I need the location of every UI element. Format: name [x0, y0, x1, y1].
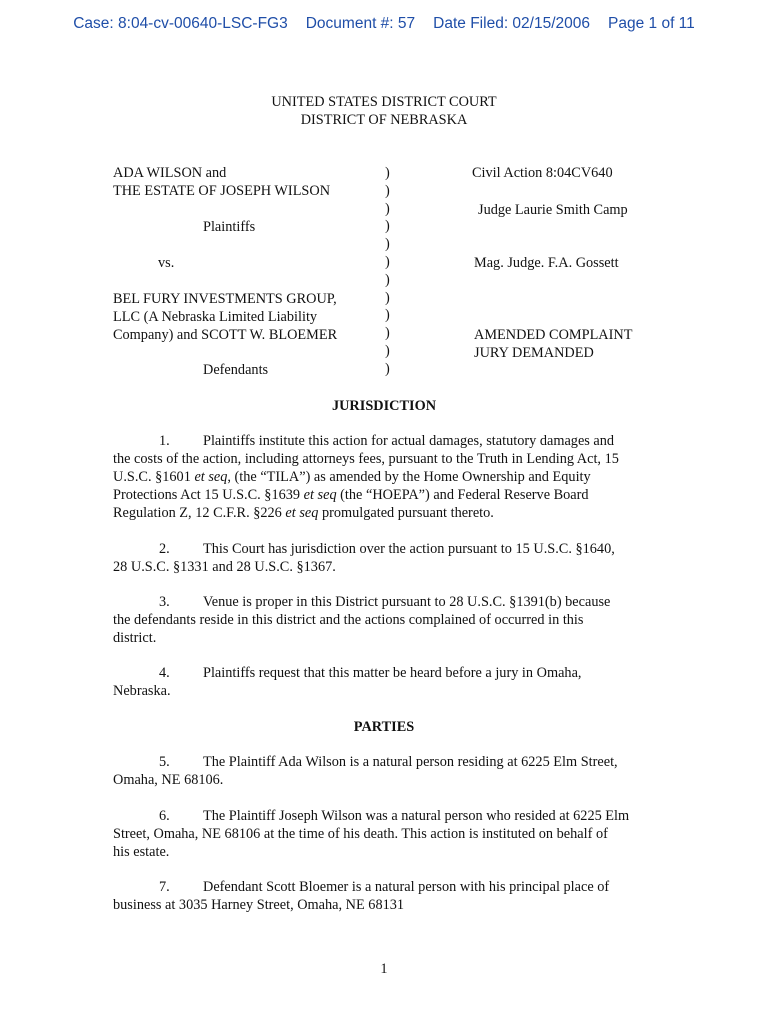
complaint-type: AMENDED COMPLAINT: [474, 327, 633, 343]
et-seq-italic: et seq: [303, 487, 337, 503]
jury-demand: JURY DEMANDED: [474, 345, 594, 361]
caption-parenthesis-column: [385, 164, 395, 378]
paragraph-text: (the “HOEPA”) and Federal Reserve Board: [336, 487, 589, 503]
jurisdiction-heading: JURISDICTION: [331, 398, 437, 414]
paragraph-text: Venue is proper in this District pursuant to 28 U.S.C. §1391(b) because: [203, 594, 611, 610]
caption-paren: ): [385, 289, 390, 306]
page-indicator: Page 1 of 11: [608, 15, 695, 32]
paragraph-3: [113, 593, 653, 647]
case-caption: [113, 164, 673, 380]
paragraph-text: Regulation Z, 12 C.F.R. §226: [113, 505, 286, 521]
paragraph-text: business at 3035 Harney Street, Omaha, NE 68131: [113, 897, 405, 913]
caption-paren: ): [385, 200, 390, 217]
plaintiffs-label: Plaintiffs: [203, 219, 256, 235]
case-number: Case: 8:04-cv-00640-LSC-FG3: [73, 15, 288, 32]
caption-paren: ): [385, 342, 390, 359]
paragraph-text: The Plaintiff Joseph Wilson was a natural person who resided at 6225 Elm: [203, 808, 630, 824]
caption-paren: ): [385, 182, 390, 199]
paragraph-number: 7.: [159, 879, 170, 895]
paragraph-text: , (the “TILA”) as amended by the Home Ownership and Equity: [227, 469, 591, 485]
caption-paren: ): [385, 360, 390, 377]
magistrate-judge-name: Mag. Judge. F.A. Gossett: [474, 255, 619, 271]
defendant-name-line-2: LLC (A Nebraska Limited Liability: [113, 309, 318, 325]
paragraph-text: Street, Omaha, NE 68106 at the time of his death. This action is instituted on behalf of: [113, 826, 608, 842]
paragraph-text: promulgated pursuant thereto.: [318, 505, 494, 521]
paragraph-text: Omaha, NE 68106.: [113, 772, 224, 788]
caption-paren: ): [385, 165, 390, 181]
paragraph-1: [113, 432, 653, 522]
paragraph-text: 28 U.S.C. §1331 and 28 U.S.C. §1367.: [113, 559, 336, 575]
paragraph-4: [113, 664, 653, 700]
paragraph-number: 1.: [159, 433, 170, 449]
paragraph-number: 4.: [159, 665, 170, 681]
parties-heading: PARTIES: [353, 719, 415, 735]
court-title: [0, 93, 768, 129]
paragraph-number: 2.: [159, 541, 170, 557]
et-seq-italic: et seq: [194, 469, 228, 485]
defendants-label: Defendants: [203, 362, 269, 378]
paragraph-2: [113, 540, 653, 576]
paragraph-5: [113, 753, 653, 789]
et-seq-italic: et seq: [285, 505, 319, 521]
case-header-bar: [0, 15, 768, 33]
caption-paren: ): [385, 218, 390, 235]
paragraph-6: [113, 807, 653, 861]
versus-label: vs.: [158, 255, 175, 271]
date-filed: Date Filed: 02/15/2006: [433, 15, 591, 32]
defendant-name-line-1: BEL FURY INVESTMENTS GROUP,: [113, 291, 337, 307]
paragraph-text: district.: [113, 630, 157, 646]
court-name: UNITED STATES DISTRICT COURT: [271, 94, 497, 110]
caption-paren: ): [385, 307, 390, 324]
paragraph-text: Plaintiffs institute this action for actual damages, statutory damages and: [203, 433, 615, 449]
caption-paren: ): [385, 236, 390, 253]
defendant-name-line-3: Company) and SCOTT W. BLOEMER: [113, 327, 338, 343]
paragraph-text: Nebraska.: [113, 683, 171, 699]
caption-paren: ): [385, 325, 390, 342]
caption-paren: ): [385, 271, 390, 288]
paragraph-text: U.S.C. §1601: [113, 469, 195, 485]
paragraph-7: [113, 878, 653, 914]
paragraph-text: his estate.: [113, 844, 170, 860]
paragraph-number: 5.: [159, 754, 170, 770]
document-number: Document #: 57: [305, 15, 416, 32]
plaintiff-name-line-1: ADA WILSON and: [113, 165, 227, 181]
paragraph-text: Protections Act 15 U.S.C. §1639: [113, 487, 304, 503]
civil-action-number: Civil Action 8:04CV640: [472, 165, 613, 181]
paragraph-number: 3.: [159, 594, 170, 610]
page-number: 1: [380, 961, 388, 977]
plaintiff-name-line-2: THE ESTATE OF JOSEPH WILSON: [113, 183, 331, 199]
court-district: DISTRICT OF NEBRASKA: [300, 112, 468, 128]
paragraph-text: The Plaintiff Ada Wilson is a natural person residing at 6225 Elm Street,: [203, 754, 618, 770]
paragraph-text: Defendant Scott Bloemer is a natural person with his principal place of: [203, 879, 610, 895]
paragraph-text: Plaintiffs request that this matter be heard before a jury in Omaha,: [203, 665, 582, 681]
paragraph-text: the defendants reside in this district and the actions complained of occurred in this: [113, 612, 584, 628]
paragraph-text: This Court has jurisdiction over the action pursuant to 15 U.S.C. §1640,: [203, 541, 615, 557]
caption-paren: ): [385, 253, 390, 270]
paragraph-text: the costs of the action, including attorneys fees, pursuant to the Truth in Lending Act, 15: [113, 451, 619, 467]
paragraph-number: 6.: [159, 808, 170, 824]
judge-name: Judge Laurie Smith Camp: [478, 202, 628, 218]
